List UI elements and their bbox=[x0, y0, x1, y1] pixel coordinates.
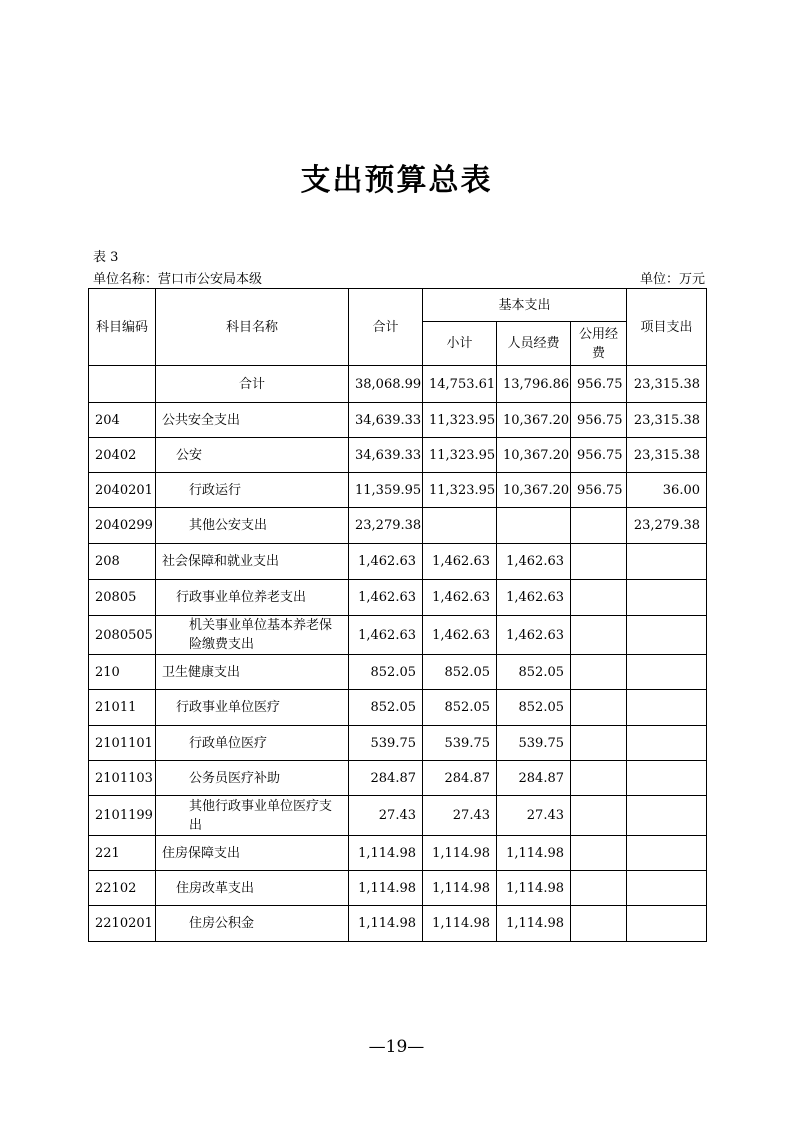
row-public bbox=[571, 616, 627, 655]
row-public bbox=[571, 508, 627, 544]
row-total: 34,639.33 bbox=[349, 403, 423, 438]
row-public bbox=[571, 796, 627, 836]
row-code: 210 bbox=[89, 655, 156, 690]
row-name: 卫生健康支出 bbox=[156, 655, 349, 690]
row-code: 2040299 bbox=[89, 508, 156, 544]
row-project: 23,315.38 bbox=[627, 366, 707, 403]
row-subtotal: 1,114.98 bbox=[423, 906, 497, 942]
row-subtotal: 1,114.98 bbox=[423, 836, 497, 871]
row-total: 1,114.98 bbox=[349, 871, 423, 906]
row-total: 1,462.63 bbox=[349, 580, 423, 616]
row-personnel: 852.05 bbox=[497, 690, 571, 726]
row-code bbox=[89, 366, 156, 403]
row-subtotal: 539.75 bbox=[423, 726, 497, 761]
header-code: 科目编码 bbox=[89, 289, 156, 366]
row-name: 公共安全支出 bbox=[156, 403, 349, 438]
row-subtotal: 11,323.95 bbox=[423, 438, 497, 473]
row-name: 合计 bbox=[156, 366, 349, 403]
table-row bbox=[89, 508, 707, 544]
row-subtotal: 1,462.63 bbox=[423, 580, 497, 616]
row-personnel: 1,114.98 bbox=[497, 836, 571, 871]
row-subtotal: 11,323.95 bbox=[423, 473, 497, 508]
table-row bbox=[89, 655, 707, 690]
table-row bbox=[89, 906, 707, 942]
row-total: 852.05 bbox=[349, 690, 423, 726]
row-personnel: 27.43 bbox=[497, 796, 571, 836]
row-personnel: 10,367.20 bbox=[497, 403, 571, 438]
table-row bbox=[89, 761, 707, 796]
row-total: 27.43 bbox=[349, 796, 423, 836]
table-body bbox=[89, 366, 707, 942]
table-row bbox=[89, 438, 707, 473]
row-personnel: 1,462.63 bbox=[497, 616, 571, 655]
row-name: 公务员医疗补助 bbox=[156, 761, 349, 796]
row-code: 22102 bbox=[89, 871, 156, 906]
row-personnel: 1,462.63 bbox=[497, 544, 571, 580]
table-row bbox=[89, 366, 707, 403]
header-name: 科目名称 bbox=[156, 289, 349, 366]
row-total: 1,462.63 bbox=[349, 544, 423, 580]
row-project bbox=[627, 544, 707, 580]
row-total: 1,114.98 bbox=[349, 836, 423, 871]
budget-table bbox=[88, 288, 707, 942]
row-subtotal bbox=[423, 508, 497, 544]
row-project: 36.00 bbox=[627, 473, 707, 508]
row-subtotal: 1,462.63 bbox=[423, 616, 497, 655]
row-subtotal: 1,114.98 bbox=[423, 871, 497, 906]
row-subtotal: 284.87 bbox=[423, 761, 497, 796]
header-personnel: 人员经费 bbox=[497, 322, 571, 366]
row-code: 221 bbox=[89, 836, 156, 871]
row-public bbox=[571, 580, 627, 616]
row-project bbox=[627, 726, 707, 761]
row-personnel: 1,114.98 bbox=[497, 871, 571, 906]
table-row bbox=[89, 836, 707, 871]
row-total: 284.87 bbox=[349, 761, 423, 796]
header-subtotal: 小计 bbox=[423, 322, 497, 366]
row-project bbox=[627, 690, 707, 726]
row-subtotal: 27.43 bbox=[423, 796, 497, 836]
row-personnel: 539.75 bbox=[497, 726, 571, 761]
row-total: 23,279.38 bbox=[349, 508, 423, 544]
row-code: 2101199 bbox=[89, 796, 156, 836]
row-public bbox=[571, 761, 627, 796]
row-name: 社会保障和就业支出 bbox=[156, 544, 349, 580]
row-personnel: 1,462.63 bbox=[497, 580, 571, 616]
row-subtotal: 14,753.61 bbox=[423, 366, 497, 403]
row-project bbox=[627, 761, 707, 796]
row-name: 其他行政事业单位医疗支出 bbox=[156, 796, 349, 836]
row-total: 11,359.95 bbox=[349, 473, 423, 508]
row-public bbox=[571, 871, 627, 906]
table-row bbox=[89, 403, 707, 438]
row-name: 行政事业单位医疗 bbox=[156, 690, 349, 726]
unit-label: 单位：万元 bbox=[639, 272, 705, 287]
row-public: 956.75 bbox=[571, 366, 627, 403]
row-total: 1,462.63 bbox=[349, 616, 423, 655]
row-project: 23,279.38 bbox=[627, 508, 707, 544]
row-total: 34,639.33 bbox=[349, 438, 423, 473]
row-project: 23,315.38 bbox=[627, 438, 707, 473]
table-number: 表 3 bbox=[93, 250, 119, 265]
table-row bbox=[89, 726, 707, 761]
row-public: 956.75 bbox=[571, 403, 627, 438]
row-total: 38,068.99 bbox=[349, 366, 423, 403]
row-project bbox=[627, 871, 707, 906]
page-title: 支出预算总表 bbox=[300, 163, 493, 198]
row-code: 20805 bbox=[89, 580, 156, 616]
row-code: 20402 bbox=[89, 438, 156, 473]
row-public bbox=[571, 690, 627, 726]
row-public bbox=[571, 906, 627, 942]
header-basic: 基本支出 bbox=[423, 289, 627, 322]
row-code: 2040201 bbox=[89, 473, 156, 508]
row-subtotal: 852.05 bbox=[423, 690, 497, 726]
table-row bbox=[89, 473, 707, 508]
row-public bbox=[571, 544, 627, 580]
row-name: 公安 bbox=[156, 438, 349, 473]
row-personnel: 10,367.20 bbox=[497, 473, 571, 508]
table-row bbox=[89, 871, 707, 906]
row-subtotal: 11,323.95 bbox=[423, 403, 497, 438]
row-subtotal: 1,462.63 bbox=[423, 544, 497, 580]
row-name: 其他公安支出 bbox=[156, 508, 349, 544]
row-personnel: 10,367.20 bbox=[497, 438, 571, 473]
row-name: 行政单位医疗 bbox=[156, 726, 349, 761]
row-public bbox=[571, 726, 627, 761]
header-total: 合计 bbox=[349, 289, 423, 366]
unit-name: 单位名称：营口市公安局本级 bbox=[93, 272, 263, 287]
row-personnel: 284.87 bbox=[497, 761, 571, 796]
row-name: 机关事业单位基本养老保险缴费支出 bbox=[156, 616, 349, 655]
row-total: 539.75 bbox=[349, 726, 423, 761]
row-project bbox=[627, 836, 707, 871]
table-row bbox=[89, 690, 707, 726]
row-name: 住房保障支出 bbox=[156, 836, 349, 871]
row-personnel: 852.05 bbox=[497, 655, 571, 690]
row-code: 204 bbox=[89, 403, 156, 438]
row-project bbox=[627, 906, 707, 942]
row-code: 2101101 bbox=[89, 726, 156, 761]
row-code: 208 bbox=[89, 544, 156, 580]
table-row bbox=[89, 796, 707, 836]
row-public: 956.75 bbox=[571, 473, 627, 508]
row-code: 21011 bbox=[89, 690, 156, 726]
header-public: 公用经费 bbox=[571, 322, 627, 366]
row-total: 1,114.98 bbox=[349, 906, 423, 942]
table-row bbox=[89, 616, 707, 655]
row-personnel bbox=[497, 508, 571, 544]
row-name: 住房改革支出 bbox=[156, 871, 349, 906]
row-name: 行政事业单位养老支出 bbox=[156, 580, 349, 616]
row-personnel: 1,114.98 bbox=[497, 906, 571, 942]
row-project bbox=[627, 655, 707, 690]
table-row bbox=[89, 580, 707, 616]
row-code: 2101103 bbox=[89, 761, 156, 796]
row-public bbox=[571, 655, 627, 690]
unit-row bbox=[93, 268, 705, 287]
row-code: 2210201 bbox=[89, 906, 156, 942]
table-row bbox=[89, 544, 707, 580]
row-public bbox=[571, 836, 627, 871]
row-public: 956.75 bbox=[571, 438, 627, 473]
row-personnel: 13,796.86 bbox=[497, 366, 571, 403]
row-total: 852.05 bbox=[349, 655, 423, 690]
table-header bbox=[89, 289, 707, 366]
page-number: —19— bbox=[368, 1037, 425, 1057]
row-project bbox=[627, 580, 707, 616]
row-project bbox=[627, 796, 707, 836]
row-name: 住房公积金 bbox=[156, 906, 349, 942]
header-project: 项目支出 bbox=[627, 289, 707, 366]
row-code: 2080505 bbox=[89, 616, 156, 655]
row-project bbox=[627, 616, 707, 655]
row-project: 23,315.38 bbox=[627, 403, 707, 438]
row-name: 行政运行 bbox=[156, 473, 349, 508]
row-subtotal: 852.05 bbox=[423, 655, 497, 690]
